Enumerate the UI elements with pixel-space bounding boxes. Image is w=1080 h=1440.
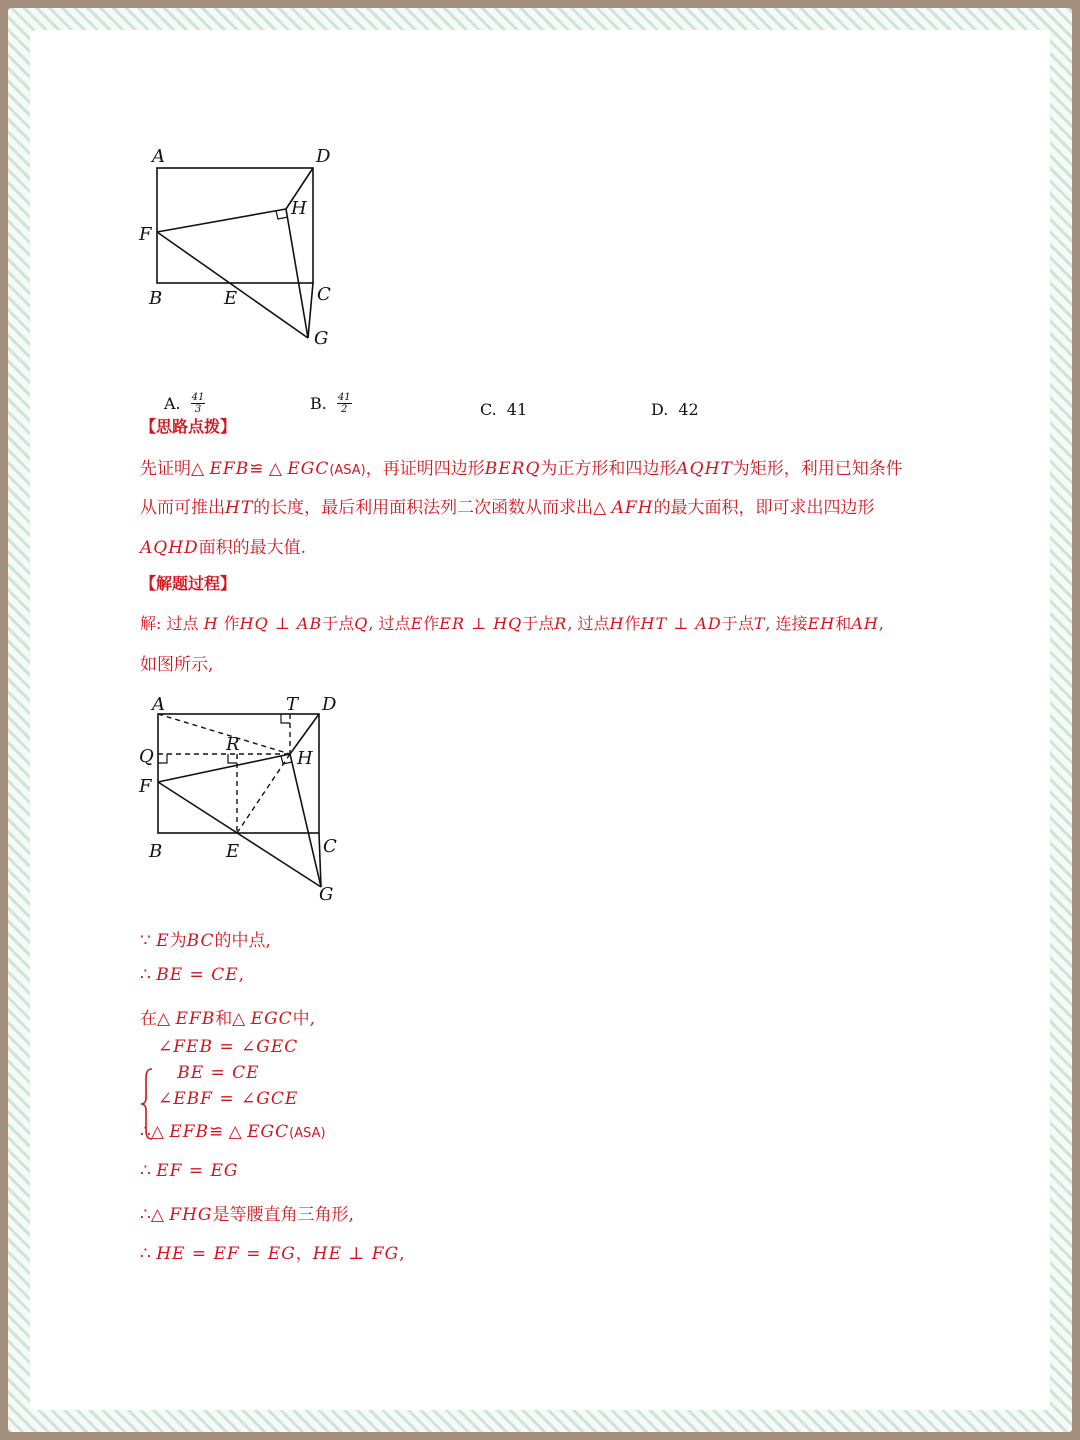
p1-t1: ∵	[140, 931, 157, 951]
p6-m1: FHG	[169, 1205, 213, 1225]
p7-t3: ,	[399, 1244, 405, 1264]
label-h: H	[291, 198, 307, 219]
system-line-2: BE = CE	[158, 1063, 260, 1083]
label-e: E	[224, 288, 238, 309]
p2-t1: ∴	[140, 965, 157, 985]
label2-a: A	[152, 694, 165, 715]
label2-e: E	[226, 841, 240, 862]
hint-l3-t1: 面积的最大值.	[198, 538, 307, 558]
sol-l1-m1: H	[203, 614, 219, 633]
sol-l1-m3: Q	[354, 614, 369, 633]
label-a: A	[152, 146, 165, 167]
figure-2	[130, 694, 350, 904]
hint-l1-t2: ≌ △	[249, 459, 288, 479]
hint-l1-m2: EGC	[287, 459, 330, 479]
option-d[interactable]	[651, 400, 699, 419]
sol-l1-t1: 解: 过点	[140, 614, 204, 633]
p3-t1: 在△	[140, 1009, 176, 1029]
label2-c: C	[323, 836, 337, 857]
p4-m2: EGC	[247, 1122, 290, 1142]
sol-l1-t7: , 过点	[567, 614, 610, 633]
p2-t2: ,	[238, 965, 245, 985]
option-b-fraction	[337, 392, 352, 415]
p5-m1: EF = EG	[156, 1161, 239, 1181]
hint-l3-m1: AQHD	[140, 538, 199, 558]
sol-l1-t8: 作	[624, 614, 641, 633]
option-a-letter: A.	[164, 394, 181, 413]
sol-l1-t9: 于点	[721, 614, 754, 633]
hint-l2-t3: 的最大面积，即可求出四边形	[653, 498, 875, 518]
p7-t1: ∴	[140, 1244, 157, 1264]
option-b[interactable]	[310, 392, 352, 415]
sol-l1-t2: 作	[218, 614, 240, 633]
sol-l1-m11: AH	[851, 614, 879, 633]
system-line-1: ∠FEB = ∠GEC	[158, 1037, 299, 1057]
hint-line-1	[140, 454, 903, 479]
hint-l1-t3: (ASA)	[329, 463, 366, 478]
label2-q: Q	[139, 746, 154, 767]
option-a-denominator: 3	[194, 404, 202, 415]
p7-t2: ，	[295, 1244, 313, 1264]
hint-l2-t2: 的长度，最后利用面积法列二次函数从而求出△	[253, 498, 612, 518]
option-c[interactable]	[480, 400, 527, 419]
line-fh-2	[158, 754, 290, 782]
figure-1	[130, 148, 350, 348]
p6-t1: ∴△	[140, 1205, 170, 1225]
sol-l1-m2: HQ ⊥ AB	[239, 614, 323, 633]
option-b-letter: B.	[310, 394, 327, 413]
right-angle-r	[228, 754, 237, 763]
hint-l2-t1: 从而可推出	[140, 498, 225, 518]
proof-step-2	[140, 965, 244, 985]
label2-g: G	[319, 884, 334, 905]
document-page	[30, 30, 1050, 1410]
hint-l2-m2: AFH	[611, 498, 654, 518]
p3-m2: EGC	[250, 1009, 293, 1029]
solution-heading: 【解题过程】	[140, 574, 237, 593]
line-hg-2	[290, 754, 321, 887]
p1-t2: 为	[169, 931, 187, 951]
label2-d: D	[322, 694, 337, 715]
label-b: B	[149, 288, 163, 309]
solution-line-1	[140, 611, 884, 634]
right-angle-t	[281, 714, 290, 723]
p3-t3: 中,	[292, 1009, 316, 1029]
line-fg-2	[158, 782, 321, 887]
label-g: G	[314, 328, 329, 349]
line-fg	[157, 232, 308, 338]
option-d-letter: D.	[651, 400, 669, 419]
sol-l1-t12: ,	[878, 614, 884, 633]
label2-t: T	[286, 694, 299, 715]
sol-l1-t6: 于点	[522, 614, 555, 633]
p2-m1: BE = CE	[156, 965, 239, 985]
option-c-value: 41	[506, 400, 528, 419]
dashed-ah	[158, 714, 290, 754]
label-f: F	[139, 224, 152, 245]
label2-r: R	[226, 734, 240, 755]
system-line-3: ∠EBF = ∠GCE	[158, 1089, 299, 1109]
p7-m2: HE ⊥ FG	[312, 1244, 400, 1264]
sol-l1-t5: 作	[423, 614, 440, 633]
proof-step-1	[140, 926, 271, 951]
hint-l1-m4: AQHT	[676, 459, 733, 479]
proof-step-4	[140, 1122, 326, 1142]
hint-line-2	[140, 493, 875, 518]
option-d-value: 42	[678, 400, 699, 419]
p1-m2: BC	[186, 931, 215, 951]
sol-l1-t10: , 连接	[765, 614, 808, 633]
proof-step-5	[140, 1161, 238, 1181]
label2-h: H	[297, 748, 313, 769]
sol-l1-m8: HT ⊥ AD	[640, 614, 722, 633]
label2-f: F	[139, 776, 152, 797]
p3-m1: EFB	[175, 1009, 216, 1029]
proof-step-7	[140, 1239, 405, 1264]
p4-m1: EFB	[169, 1122, 209, 1142]
p4-t1: ∴△	[140, 1122, 170, 1142]
sol-l1-m5: ER ⊥ HQ	[439, 614, 523, 633]
option-b-denominator: 2	[341, 404, 348, 415]
hint-l1-m3: BERQ	[484, 459, 541, 479]
p1-t3: 的中点,	[214, 931, 271, 951]
p5-t1: ∴	[140, 1161, 157, 1181]
solution-line-2: 如图所示,	[140, 655, 214, 675]
line-fh	[157, 209, 286, 232]
label-c: C	[317, 284, 331, 305]
dashed-eh	[237, 754, 290, 833]
proof-step-6	[140, 1200, 354, 1225]
sol-l1-t4: , 过点	[368, 614, 411, 633]
sol-l1-t11: 和	[835, 614, 852, 633]
sol-l1-m4: E	[410, 614, 424, 633]
sol-l1-m6: R	[554, 614, 568, 633]
hint-l2-m1: HT	[225, 498, 254, 518]
p4-t2: ≌ △	[209, 1122, 248, 1142]
sol-l1-t3: 于点	[322, 614, 355, 633]
line-hg	[286, 209, 308, 338]
p4-t3: (ASA)	[289, 1126, 326, 1141]
sol-l1-m7: H	[609, 614, 625, 633]
p6-t2: 是等腰直角三角形,	[212, 1205, 354, 1225]
option-c-letter: C.	[480, 400, 497, 419]
label-d: D	[316, 146, 331, 167]
sol-l1-m10: EH	[807, 614, 836, 633]
p1-m1: E	[156, 931, 170, 951]
p3-t2: 和△	[215, 1009, 251, 1029]
hint-l1-t6: 为矩形，利用已知条件	[732, 459, 903, 479]
line-cg	[308, 283, 313, 338]
hint-l1-m1: EFB	[209, 459, 250, 479]
hint-l1-t4: ，再证明四边形	[365, 459, 485, 479]
right-angle-q	[158, 754, 167, 763]
label2-b: B	[149, 841, 163, 862]
option-a[interactable]	[164, 392, 205, 415]
hint-heading: 【思路点拨】	[140, 417, 237, 436]
hint-l1-t5: 为正方形和四边形	[540, 459, 677, 479]
hint-l1-t1: 先证明△	[140, 459, 210, 479]
proof-step-3	[140, 1004, 315, 1029]
option-b-numerator: 41	[337, 392, 351, 403]
hint-line-3	[140, 533, 306, 558]
option-a-numerator: 41	[191, 392, 205, 403]
sol-l1-m9: T	[753, 614, 766, 633]
p7-m1: HE = EF = EG	[156, 1244, 296, 1264]
option-a-fraction	[191, 392, 206, 415]
